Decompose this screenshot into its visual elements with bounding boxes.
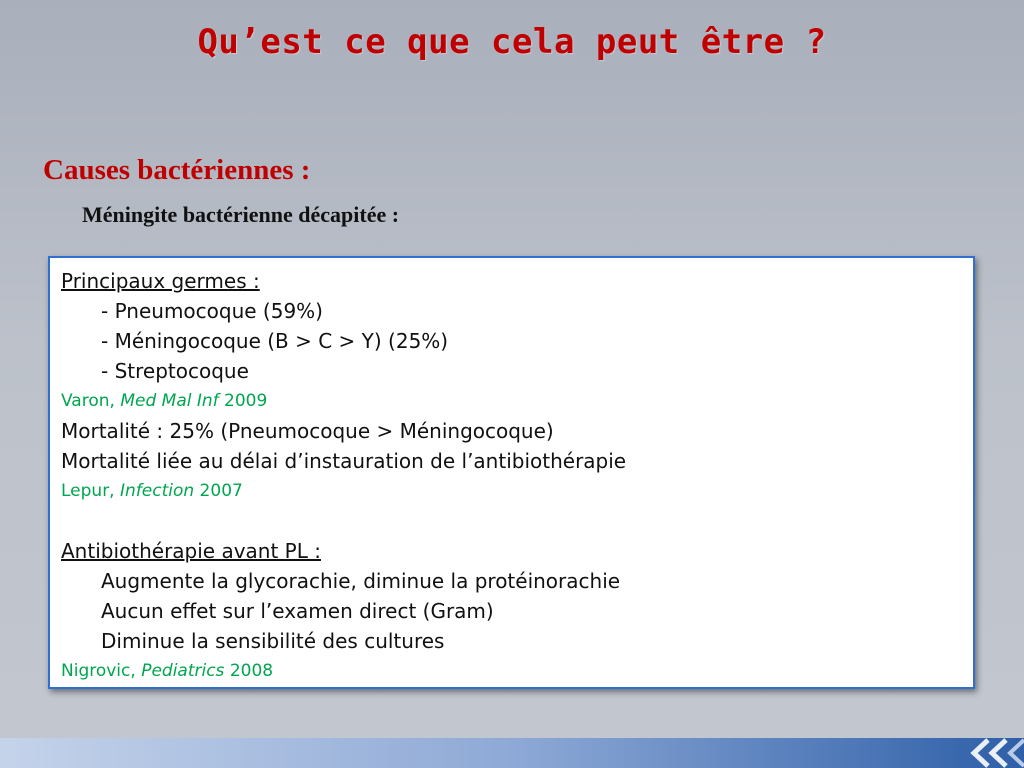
- reference-nigrovic: [61, 656, 973, 686]
- reference-journal: Pediatrics: [141, 661, 225, 681]
- reference-year: 2007: [194, 481, 243, 501]
- germs-heading: Principaux germes :: [61, 269, 260, 293]
- antibiotherapy-effect: Diminue la sensibilité des cultures: [101, 629, 445, 653]
- mortality-line: Mortalité liée au délai d’instauration de l’antibiothérapie: [61, 449, 627, 473]
- slide-title: Qu’est ce que cela peut être ?: [197, 22, 827, 62]
- footer-bar: [0, 738, 1024, 768]
- antibiotherapy-heading: Antibiothérapie avant PL :: [61, 539, 321, 563]
- mortality-line: Mortalité : 25% (Pneumocoque > Méningocoque): [61, 419, 554, 443]
- subsection-heading: Méningite bactérienne décapitée :: [82, 202, 400, 227]
- section-heading: Causes bactériennes :: [43, 154, 311, 186]
- spacer: [61, 506, 973, 536]
- germ-item: - Méningocoque (B > C > Y) (25%): [101, 329, 449, 353]
- reference-varon: [61, 386, 973, 416]
- germ-item: - Streptocoque: [101, 359, 249, 383]
- reference-year: 2008: [224, 661, 274, 681]
- content-box: [48, 256, 975, 689]
- double-chevron-left-icon: [954, 738, 1024, 768]
- reference-journal: Med Mal Inf: [120, 391, 219, 411]
- germ-item: - Pneumocoque (59%): [101, 299, 323, 323]
- reference-author: Varon,: [61, 391, 121, 411]
- reference-author: Lepur,: [61, 481, 120, 501]
- antibiotherapy-effect: Augmente la glycorachie, diminue la protéinorachie: [101, 569, 621, 593]
- reference-year: 2009: [218, 391, 268, 411]
- reference-author: Nigrovic,: [61, 661, 142, 681]
- antibiotherapy-effect: Aucun effet sur l’examen direct (Gram): [101, 599, 494, 623]
- reference-lepur: [61, 476, 973, 506]
- reference-journal: Infection: [120, 481, 195, 501]
